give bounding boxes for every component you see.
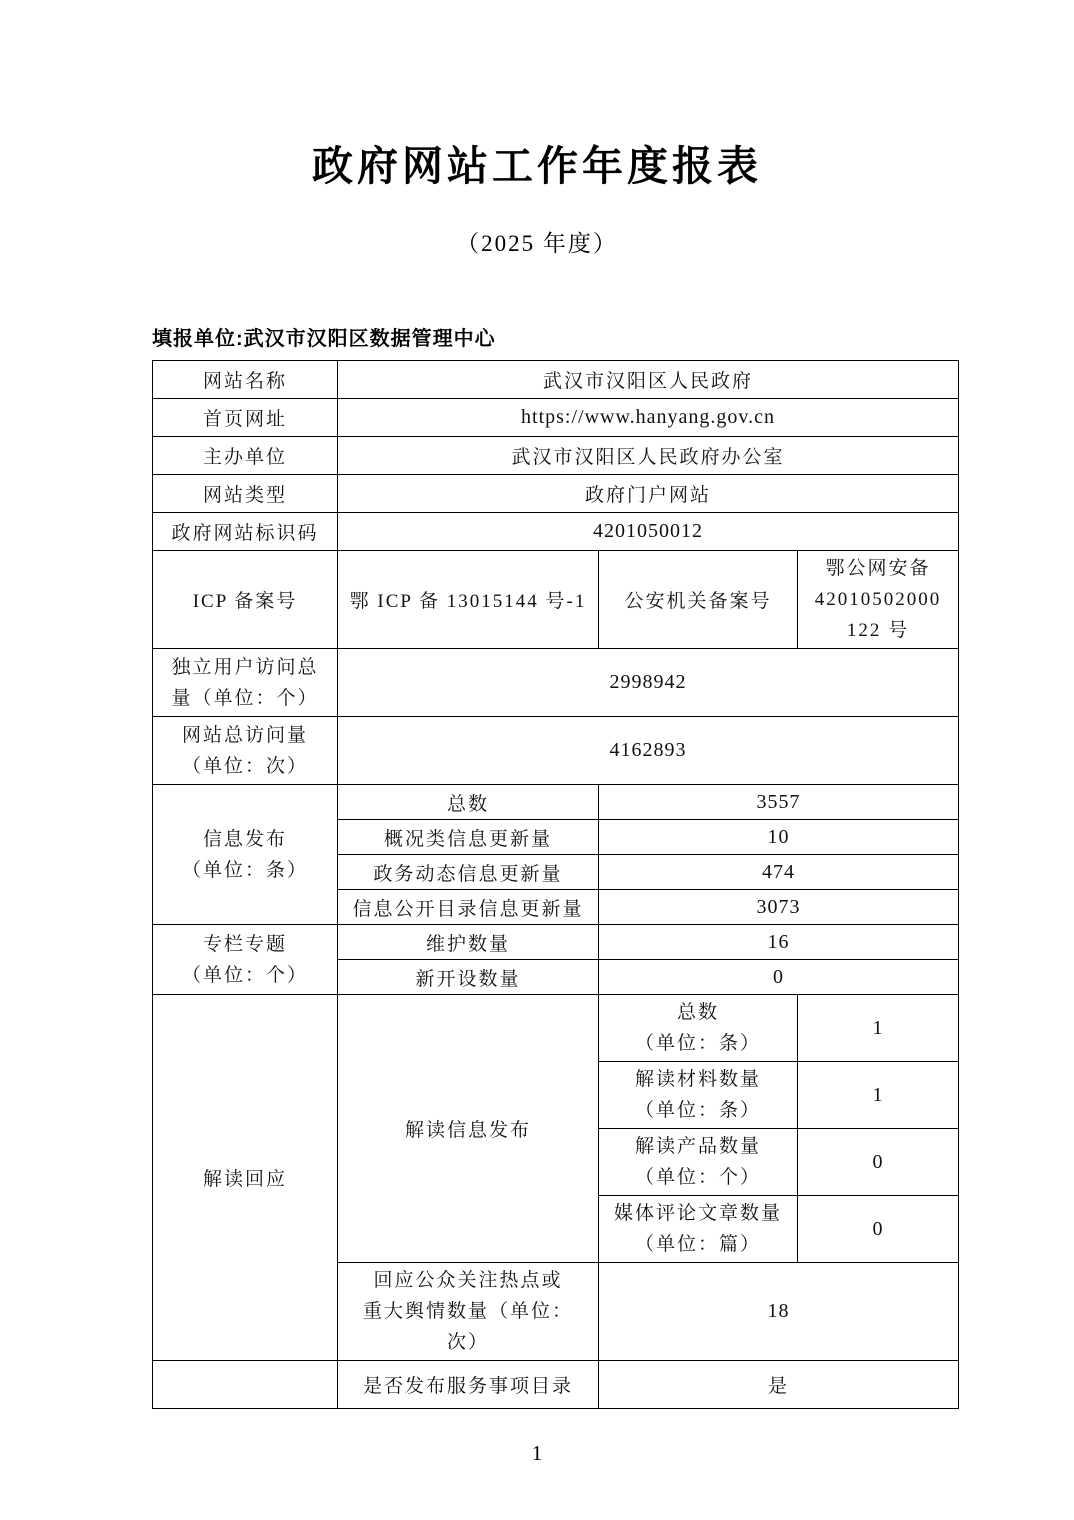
site-name-label: 网站名称: [153, 361, 338, 399]
info-total-value: 3557: [599, 785, 959, 820]
cell-line: 总数: [676, 1002, 719, 1024]
report-table: [152, 360, 959, 1409]
interpretation-publish-label: 解读信息发布: [338, 995, 599, 1263]
info-dynamic-label: 政务动态信息更新量: [338, 855, 599, 890]
unique-visitors-value: 2998942: [338, 649, 959, 717]
total-visits-label: [153, 717, 338, 785]
security-filing-value: [798, 551, 959, 649]
table-row: [153, 995, 959, 1062]
newly-opened-count-label: 新开设数量: [338, 960, 599, 995]
info-catalog-value: 3073: [599, 890, 959, 925]
cell-line: 解读材料数量: [634, 1069, 761, 1091]
organizer-value: 武汉市汉阳区人民政府办公室: [338, 437, 959, 475]
total-visits-value: 4162893: [338, 717, 959, 785]
page-number: 1: [531, 1441, 543, 1466]
table-row: [153, 925, 959, 960]
table-row: [153, 1361, 959, 1409]
info-catalog-label: 信息公开目录信息更新量: [338, 890, 599, 925]
document-title: 政府网站工作年度报表: [312, 143, 762, 189]
cell-line: 独立用户访问总: [171, 656, 319, 678]
icp-filing-label: ICP 备案号: [153, 551, 338, 649]
homepage-url-value: https://www.hanyang.gov.cn: [338, 399, 959, 437]
maintained-count-value: 16: [599, 925, 959, 960]
cell-line: 次）: [446, 1332, 489, 1354]
info-dynamic-value: 474: [599, 855, 959, 890]
hotspot-response-label: [338, 1263, 599, 1361]
site-code-label: 政府网站标识码: [153, 513, 338, 551]
info-overview-label: 概况类信息更新量: [338, 820, 599, 855]
homepage-url-label: 首页网址: [153, 399, 338, 437]
document-year-subtitle: （2025 年度）: [456, 231, 618, 257]
cell-line: 重大舆情数量（单位：: [362, 1301, 573, 1323]
cell-line: （单位：个）: [634, 1167, 761, 1189]
cell-line: 解读产品数量: [634, 1136, 761, 1158]
info-total-label: 总数: [338, 785, 599, 820]
interp-material-value: 1: [798, 1062, 959, 1129]
cell-line: 量（单位：个）: [171, 687, 319, 709]
table-row: [153, 437, 959, 475]
table-row: [153, 649, 959, 717]
interp-product-label: [599, 1129, 798, 1196]
cell-line: （单位：条）: [634, 1100, 761, 1122]
service-catalog-label: 是否发布服务事项目录: [338, 1361, 599, 1409]
table-row: [153, 475, 959, 513]
table-row: [153, 513, 959, 551]
icp-filing-value: 鄂 ICP 备 13015144 号-1: [338, 551, 599, 649]
cell-line: 42010502000: [814, 589, 942, 611]
site-code-value: 4201050012: [338, 513, 959, 551]
cell-line: 122 号: [846, 620, 910, 642]
table-row: [153, 551, 959, 649]
site-type-label: 网站类型: [153, 475, 338, 513]
cell-line: 回应公众关注热点或: [373, 1270, 563, 1292]
interp-media-label: [599, 1196, 798, 1263]
special-columns-section-label: [153, 925, 338, 995]
cell-line: （单位：条）: [634, 1033, 761, 1055]
cell-line: 专栏专题: [202, 933, 287, 955]
empty-cell: [153, 1361, 338, 1409]
cell-line: （单位：次）: [181, 755, 308, 777]
info-publish-section-label: [153, 785, 338, 925]
security-filing-label: 公安机关备案号: [599, 551, 798, 649]
site-name-value: 武汉市汉阳区人民政府: [338, 361, 959, 399]
interpretation-section-label: 解读回应: [153, 995, 338, 1361]
unique-visitors-label: [153, 649, 338, 717]
cell-line: （单位：条）: [181, 859, 308, 881]
interp-total-value: 1: [798, 995, 959, 1062]
hotspot-response-value: 18: [599, 1263, 959, 1361]
cell-line: 媒体评论文章数量: [613, 1203, 782, 1225]
newly-opened-count-value: 0: [599, 960, 959, 995]
table-row: [153, 717, 959, 785]
maintained-count-label: 维护数量: [338, 925, 599, 960]
cell-line: 网站总访问量: [181, 724, 308, 746]
organizer-label: 主办单位: [153, 437, 338, 475]
cell-line: （单位：个）: [181, 964, 308, 986]
cell-line: （单位：篇）: [634, 1234, 761, 1256]
service-catalog-value: 是: [599, 1361, 959, 1409]
info-overview-value: 10: [599, 820, 959, 855]
reporting-unit-line: 填报单位:武汉市汉阳区数据管理中心: [152, 328, 496, 351]
site-type-value: 政府门户网站: [338, 475, 959, 513]
interp-material-label: [599, 1062, 798, 1129]
interp-total-label: [599, 995, 798, 1062]
interp-product-value: 0: [798, 1129, 959, 1196]
cell-line: 鄂公网安备: [825, 558, 931, 580]
table-row: [153, 361, 959, 399]
table-row: [153, 785, 959, 820]
table-row: [153, 399, 959, 437]
cell-line: 信息发布: [202, 828, 287, 850]
interp-media-value: 0: [798, 1196, 959, 1263]
